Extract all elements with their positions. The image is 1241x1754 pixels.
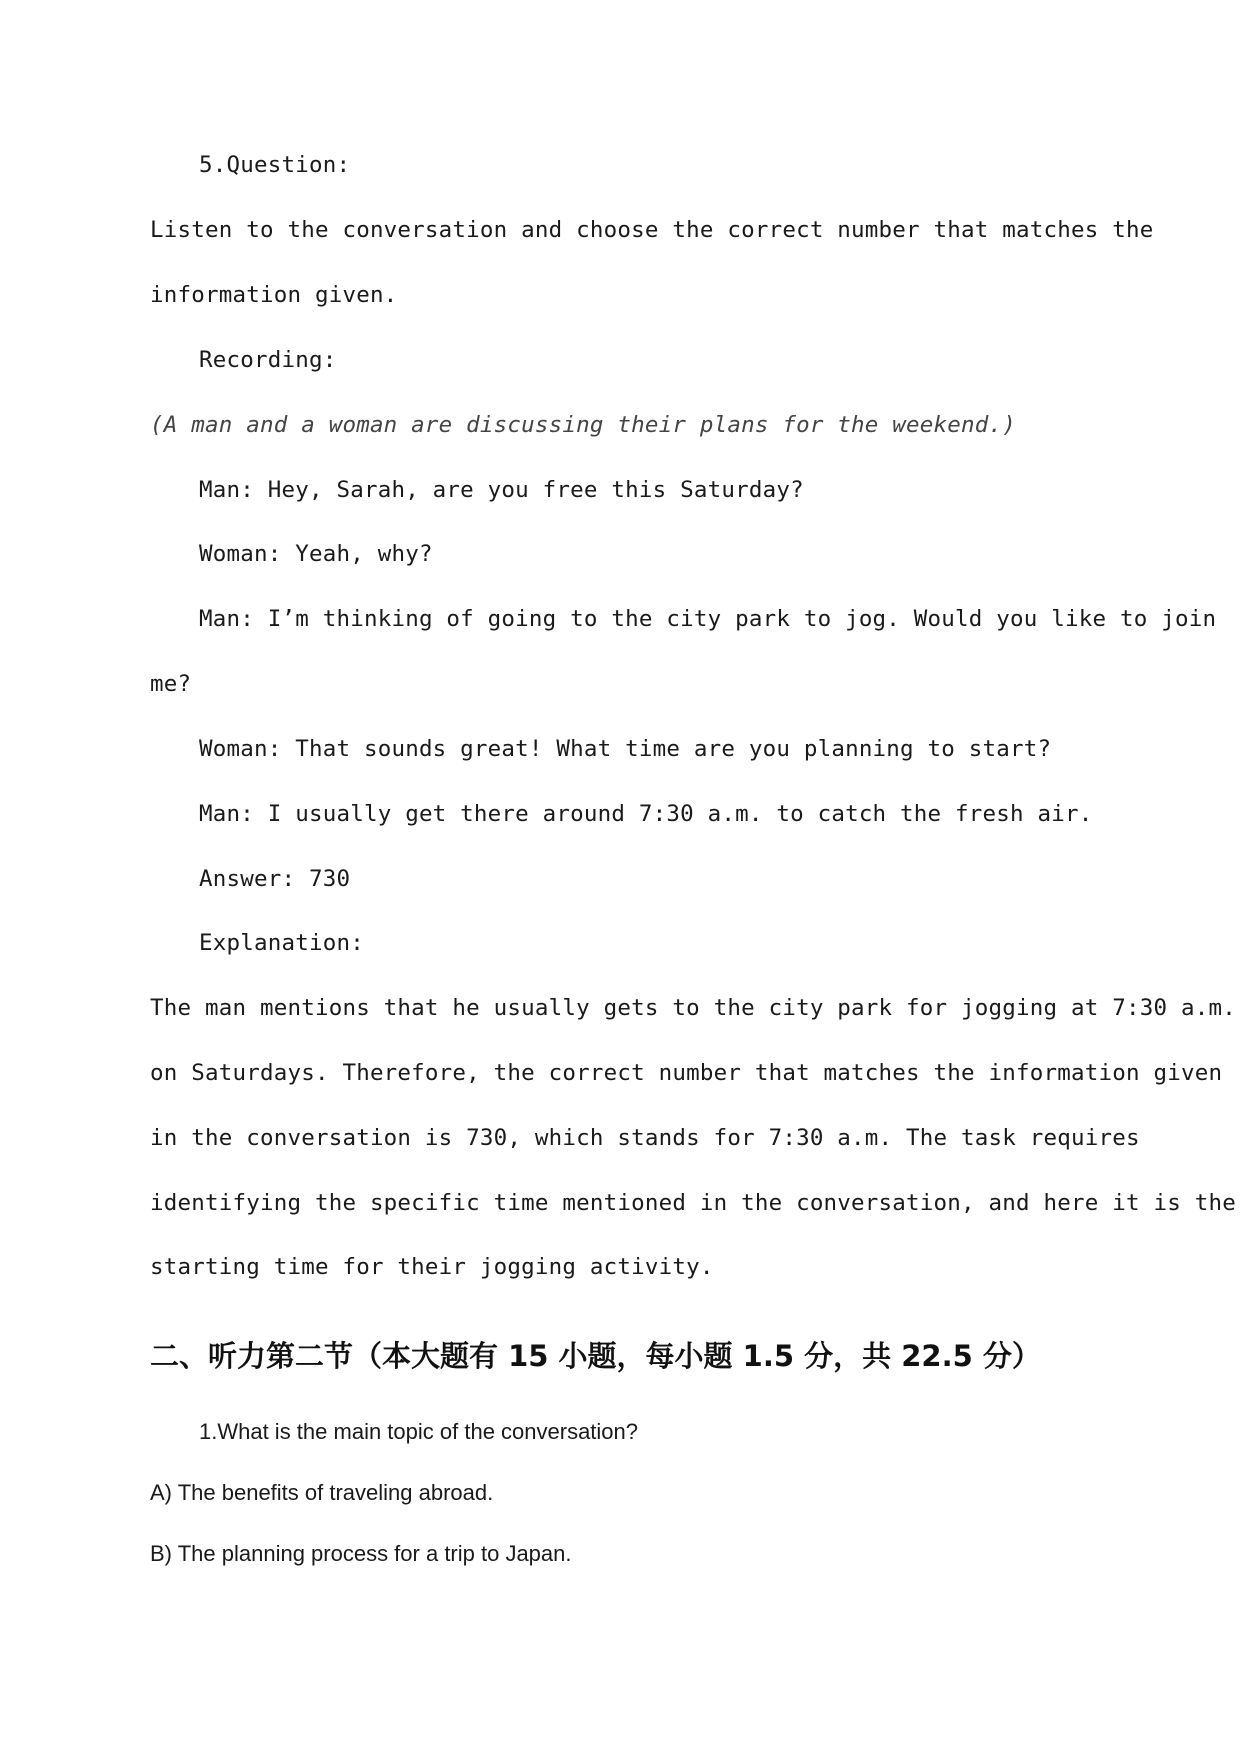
- dialogue-line: Man: I’m thinking of going to the city park to jog. Would you like to join: [199, 606, 1217, 632]
- answer-option-b: B) The planning process for a trip to Japan.: [150, 1541, 572, 1566]
- stage-direction: (A man and a woman are discussing their plans for the weekend.): [150, 412, 1017, 438]
- explanation-line: The man mentions that he usually gets to the city park for jogging at 7:30 a.m.: [150, 995, 1236, 1021]
- explanation-line: in the conversation is 730, which stands for 7:30 a.m. The task requires: [150, 1125, 1140, 1151]
- explanation-line: identifying the specific time mentioned in the conversation, and here it is the: [150, 1190, 1236, 1216]
- dialogue-line: Man: Hey, Sarah, are you free this Saturday?: [199, 477, 804, 503]
- dialogue-line: Woman: Yeah, why?: [199, 541, 433, 567]
- dialogue-line: Man: I usually get there around 7:30 a.m. to catch the fresh air.: [199, 801, 1093, 827]
- answer-option-a: A) The benefits of traveling abroad.: [150, 1480, 494, 1505]
- question-title: 5.Question:: [199, 152, 351, 178]
- explanation-line: starting time for their jogging activity.: [150, 1254, 714, 1280]
- dialogue-line: Woman: That sounds great! What time are you planning to start?: [199, 736, 1052, 762]
- question-text: 1.What is the main topic of the conversation?: [199, 1419, 639, 1444]
- question-prompt-line-1: Listen to the conversation and choose the correct number that matches the: [150, 217, 1154, 243]
- explanation-label: Explanation:: [199, 930, 364, 956]
- explanation-line: on Saturdays. Therefore, the correct number that matches the information given: [150, 1060, 1223, 1086]
- question-prompt-line-2: information given.: [150, 282, 398, 308]
- dialogue-line: me?: [150, 671, 192, 697]
- answer-text: Answer: 730: [199, 866, 351, 892]
- section-heading: 二、听力第二节（本大题有 15 小题，每小题 1.5 分，共 22.5 分）: [150, 1339, 1041, 1373]
- recording-label: Recording:: [199, 347, 337, 373]
